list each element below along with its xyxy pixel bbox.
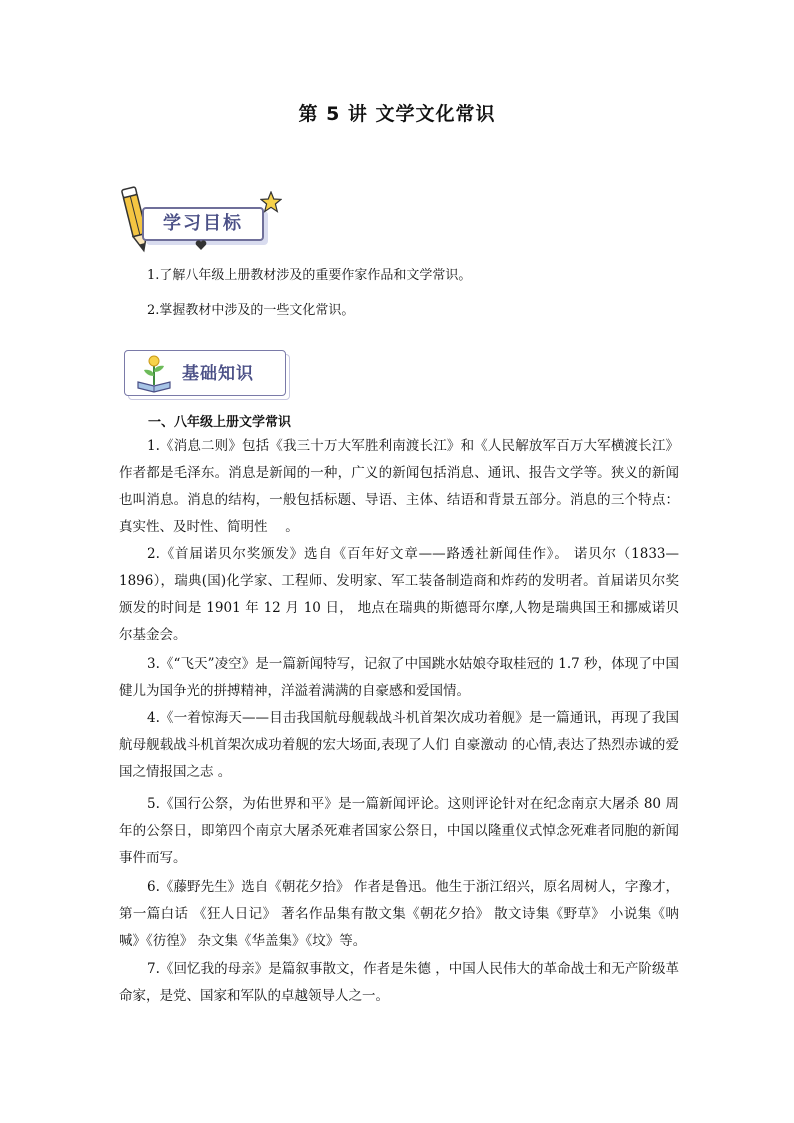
heart-icon <box>195 239 207 251</box>
paragraph: 2.《首届诺贝尔奖颁发》选自《百年好文章——路透社新闻佳作》。 诺贝尔（1833—1896），瑞典(国)化学家、工程师、发明家、军工装备制造商和炸药的发明者。首届诺贝尔奖颁发的时间是 1901 年 12 月 10 日， 地点在瑞典的斯德哥尔摩,人物是瑞典国王和挪威诺贝尔基金会。 <box>119 546 679 643</box>
learning-goal-item: 1.了解八年级上册教材涉及的重要作家作品和文学常识。 <box>147 268 472 283</box>
learning-goals-tag <box>142 207 264 241</box>
paragraph: 5.《国行公祭，为佑世界和平》是一篇新闻评论。这则评论针对在纪念南京大屠杀 80 周年的公祭日，即第四个南京大屠杀死难者国家公祭日，中国以隆重仪式悼念死难者同胞的新闻事件而写。 <box>119 796 679 866</box>
learning-goals-title: 学习目标 <box>163 213 243 234</box>
section-heading: 一、八年级上册文学常识 <box>148 415 292 430</box>
learning-goals-banner <box>118 181 283 256</box>
paragraph: 6.《藤野先生》选自《朝花夕拾》 作者是鲁迅。他生于浙江绍兴，原名周树人，字豫才，第一篇白话 《狂人日记》 著名作品集有散文集《朝花夕拾》 散文诗集《野草》 小说集《呐喊》《彷徨》 杂文集《华盖集》《坟》等。 <box>119 879 679 949</box>
book-plant-icon <box>134 352 176 394</box>
page-title: 第 5 讲 文学文化常识 <box>298 103 496 125</box>
learning-goal-item: 2.掌握教材中涉及的一些文化常识。 <box>147 303 355 318</box>
basic-knowledge-banner <box>124 350 294 398</box>
star-icon <box>260 191 282 213</box>
basic-knowledge-title: 基础知识 <box>182 364 254 384</box>
paragraph: 7.《回忆我的母亲》是篇叙事散文，作者是朱德 ，中国人民伟大的革命战士和无产阶级革命家，是党、国家和军队的卓越领导人之一。 <box>119 961 679 1004</box>
paragraph: 4.《一着惊海天——目击我国航母舰载战斗机首架次成功着舰》是一篇通讯，再现了我国航母舰载战斗机首架次成功着舰的宏大场面,表现了人们 自豪激动 的心情,表达了热烈赤诚的爱国之情报国之志 。 <box>119 710 679 780</box>
paragraph: 1.《消息二则》包括《我三十万大军胜利南渡长江》和《人民解放军百万大军横渡长江》作者都是毛泽东。消息是新闻的一种，广义的新闻包括消息、通讯、报告文学等。狭义的新闻也叫消息。消息的结构，一般包括标题、导语、主体、结语和背景五部分。消息的三个特点：真实性、及时性、简明性 。 <box>119 438 679 535</box>
paragraph: 3.《“飞天”凌空》是一篇新闻特写，记叙了中国跳水姑娘夺取桂冠的 1.7 秒，体现了中国健儿为国争光的拼搏精神，洋溢着满满的自豪感和爱国情。 <box>119 656 679 699</box>
